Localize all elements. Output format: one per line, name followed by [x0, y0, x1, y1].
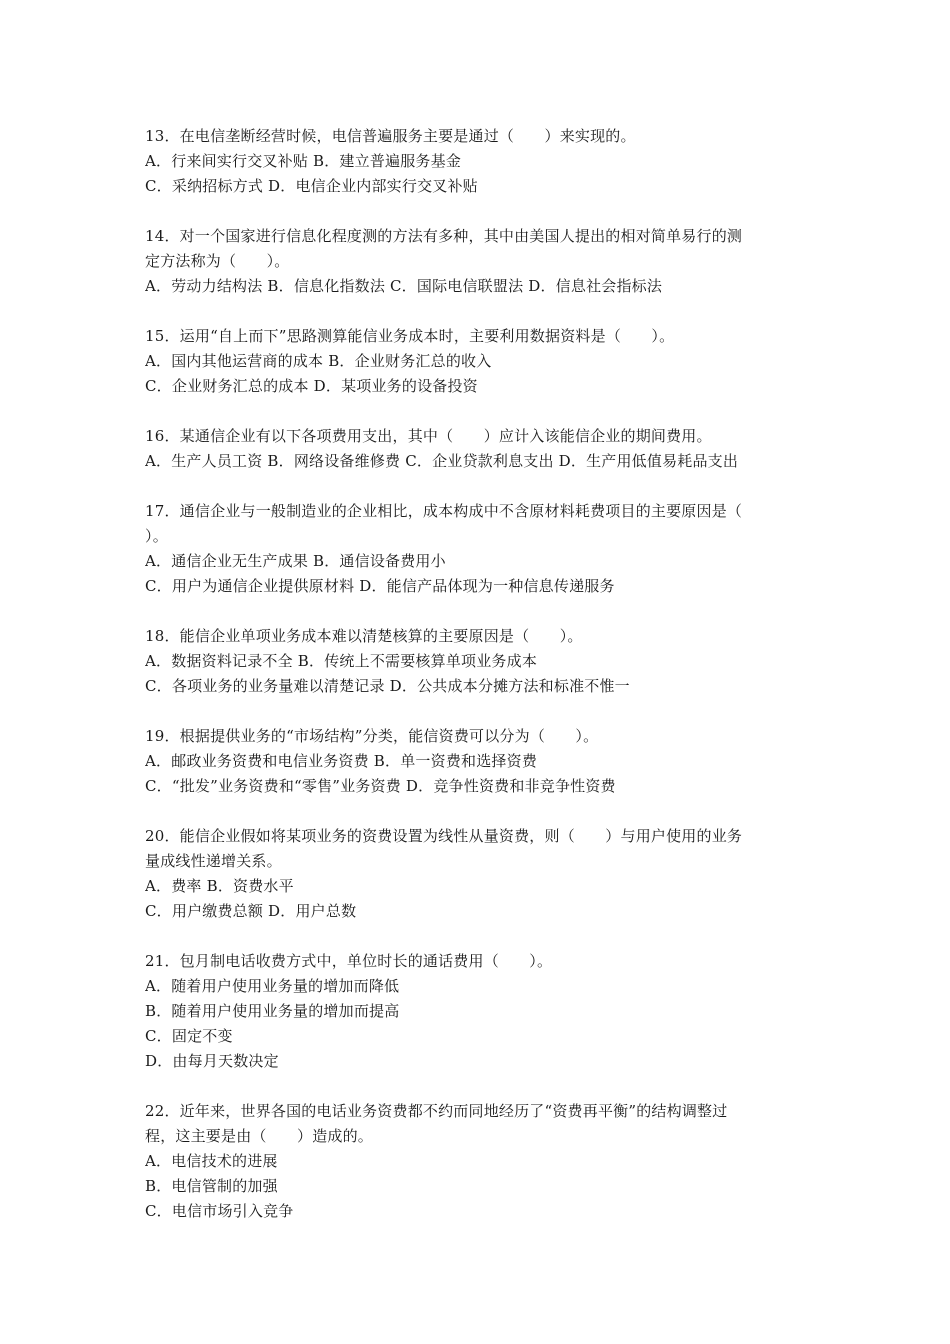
- question-text: 22．近年来，世界各国的电话业务资费都不约而同地经历了“资费再平衡”的结构调整过: [145, 1102, 728, 1120]
- options-line: C．用户缴费总额 D．用户总数: [145, 902, 357, 920]
- question-22: [145, 1099, 810, 1224]
- question-text: 13．在电信垄断经营时候，电信普遍服务主要是通过（ ）来实现的。: [145, 127, 636, 145]
- question-21: [145, 949, 810, 1074]
- options-line: A．生产人员工资 B．网络设备维修费 C．企业贷款利息支出 D．生产用低值易耗品支出: [145, 452, 739, 470]
- options-line: C．采纳招标方式 D．电信企业内部实行交叉补贴: [145, 177, 478, 195]
- options-line: A．国内其他运营商的成本 B．企业财务汇总的收入: [145, 352, 492, 370]
- question-18: [145, 624, 810, 699]
- question-text: 18．能信企业单项业务成本难以清楚核算的主要原因是（ ）。: [145, 627, 583, 645]
- option-a: A．随着用户使用业务量的增加而降低: [145, 977, 400, 995]
- options-line: A．通信企业无生产成果 B．通信设备费用小: [145, 552, 446, 570]
- options-line: C．各项业务的业务量难以清楚记录 D．公共成本分摊方法和标准不惟一: [145, 677, 630, 695]
- options-line: A．邮政业务资费和电信业务资费 B．单一资费和选择资费: [145, 752, 538, 770]
- options-line: A．数据资料记录不全 B．传统上不需要核算单项业务成本: [145, 652, 538, 670]
- options-line: A．行来间实行交叉补贴 B．建立普遍服务基金: [145, 152, 462, 170]
- option-a: A．电信技术的进展: [145, 1152, 278, 1170]
- option-b: B．电信管制的加强: [145, 1177, 278, 1195]
- question-16: [145, 424, 810, 474]
- question-text-continued: ）。: [145, 527, 168, 545]
- question-text: 19．根据提供业务的“市场结构”分类，能信资费可以分为（ ）。: [145, 727, 599, 745]
- question-17: [145, 499, 810, 599]
- question-text-continued: 量成线性递增关系。: [145, 852, 282, 870]
- question-15: [145, 324, 810, 399]
- question-19: [145, 724, 810, 799]
- document-page: [145, 124, 810, 1249]
- question-13: [145, 124, 810, 199]
- question-text: 15．运用“自上而下”思路测算能信业务成本时，主要利用数据资料是（ ）。: [145, 327, 675, 345]
- options-line: A．费率 B．资费水平: [145, 877, 294, 895]
- question-text-continued: 定方法称为（ ）。: [145, 252, 290, 270]
- option-d: D．由每月天数决定: [145, 1052, 279, 1070]
- question-text: 21．包月制电话收费方式中，单位时长的通话费用（ ）。: [145, 952, 553, 970]
- question-text: 20．能信企业假如将某项业务的资费设置为线性从量资费，则（ ）与用户使用的业务: [145, 827, 743, 845]
- option-b: B．随着用户使用业务量的增加而提高: [145, 1002, 400, 1020]
- options-line: C．用户为通信企业提供原材料 D．能信产品体现为一种信息传递服务: [145, 577, 615, 595]
- question-20: [145, 824, 810, 924]
- question-text: 16．某通信企业有以下各项费用支出，其中（ ）应计入该能信企业的期间费用。: [145, 427, 712, 445]
- question-text-continued: 程，这主要是由（ ）造成的。: [145, 1127, 374, 1145]
- question-text: 17．通信企业与一般制造业的企业相比，成本构成中不含原材料耗费项目的主要原因是（: [145, 502, 743, 520]
- option-c: C．固定不变: [145, 1027, 233, 1045]
- question-14: [145, 224, 810, 299]
- options-line: A．劳动力结构法 B．信息化指数法 C．国际电信联盟法 D．信息社会指标法: [145, 277, 663, 295]
- option-c: C．电信市场引入竞争: [145, 1202, 294, 1220]
- question-text: 14．对一个国家进行信息化程度测的方法有多种，其中由美国人提出的相对简单易行的测: [145, 227, 743, 245]
- options-line: C．企业财务汇总的成本 D．某项业务的设备投资: [145, 377, 478, 395]
- options-line: C．“批发”业务资费和“零售”业务资费 D．竞争性资费和非竞争性资费: [145, 777, 616, 795]
